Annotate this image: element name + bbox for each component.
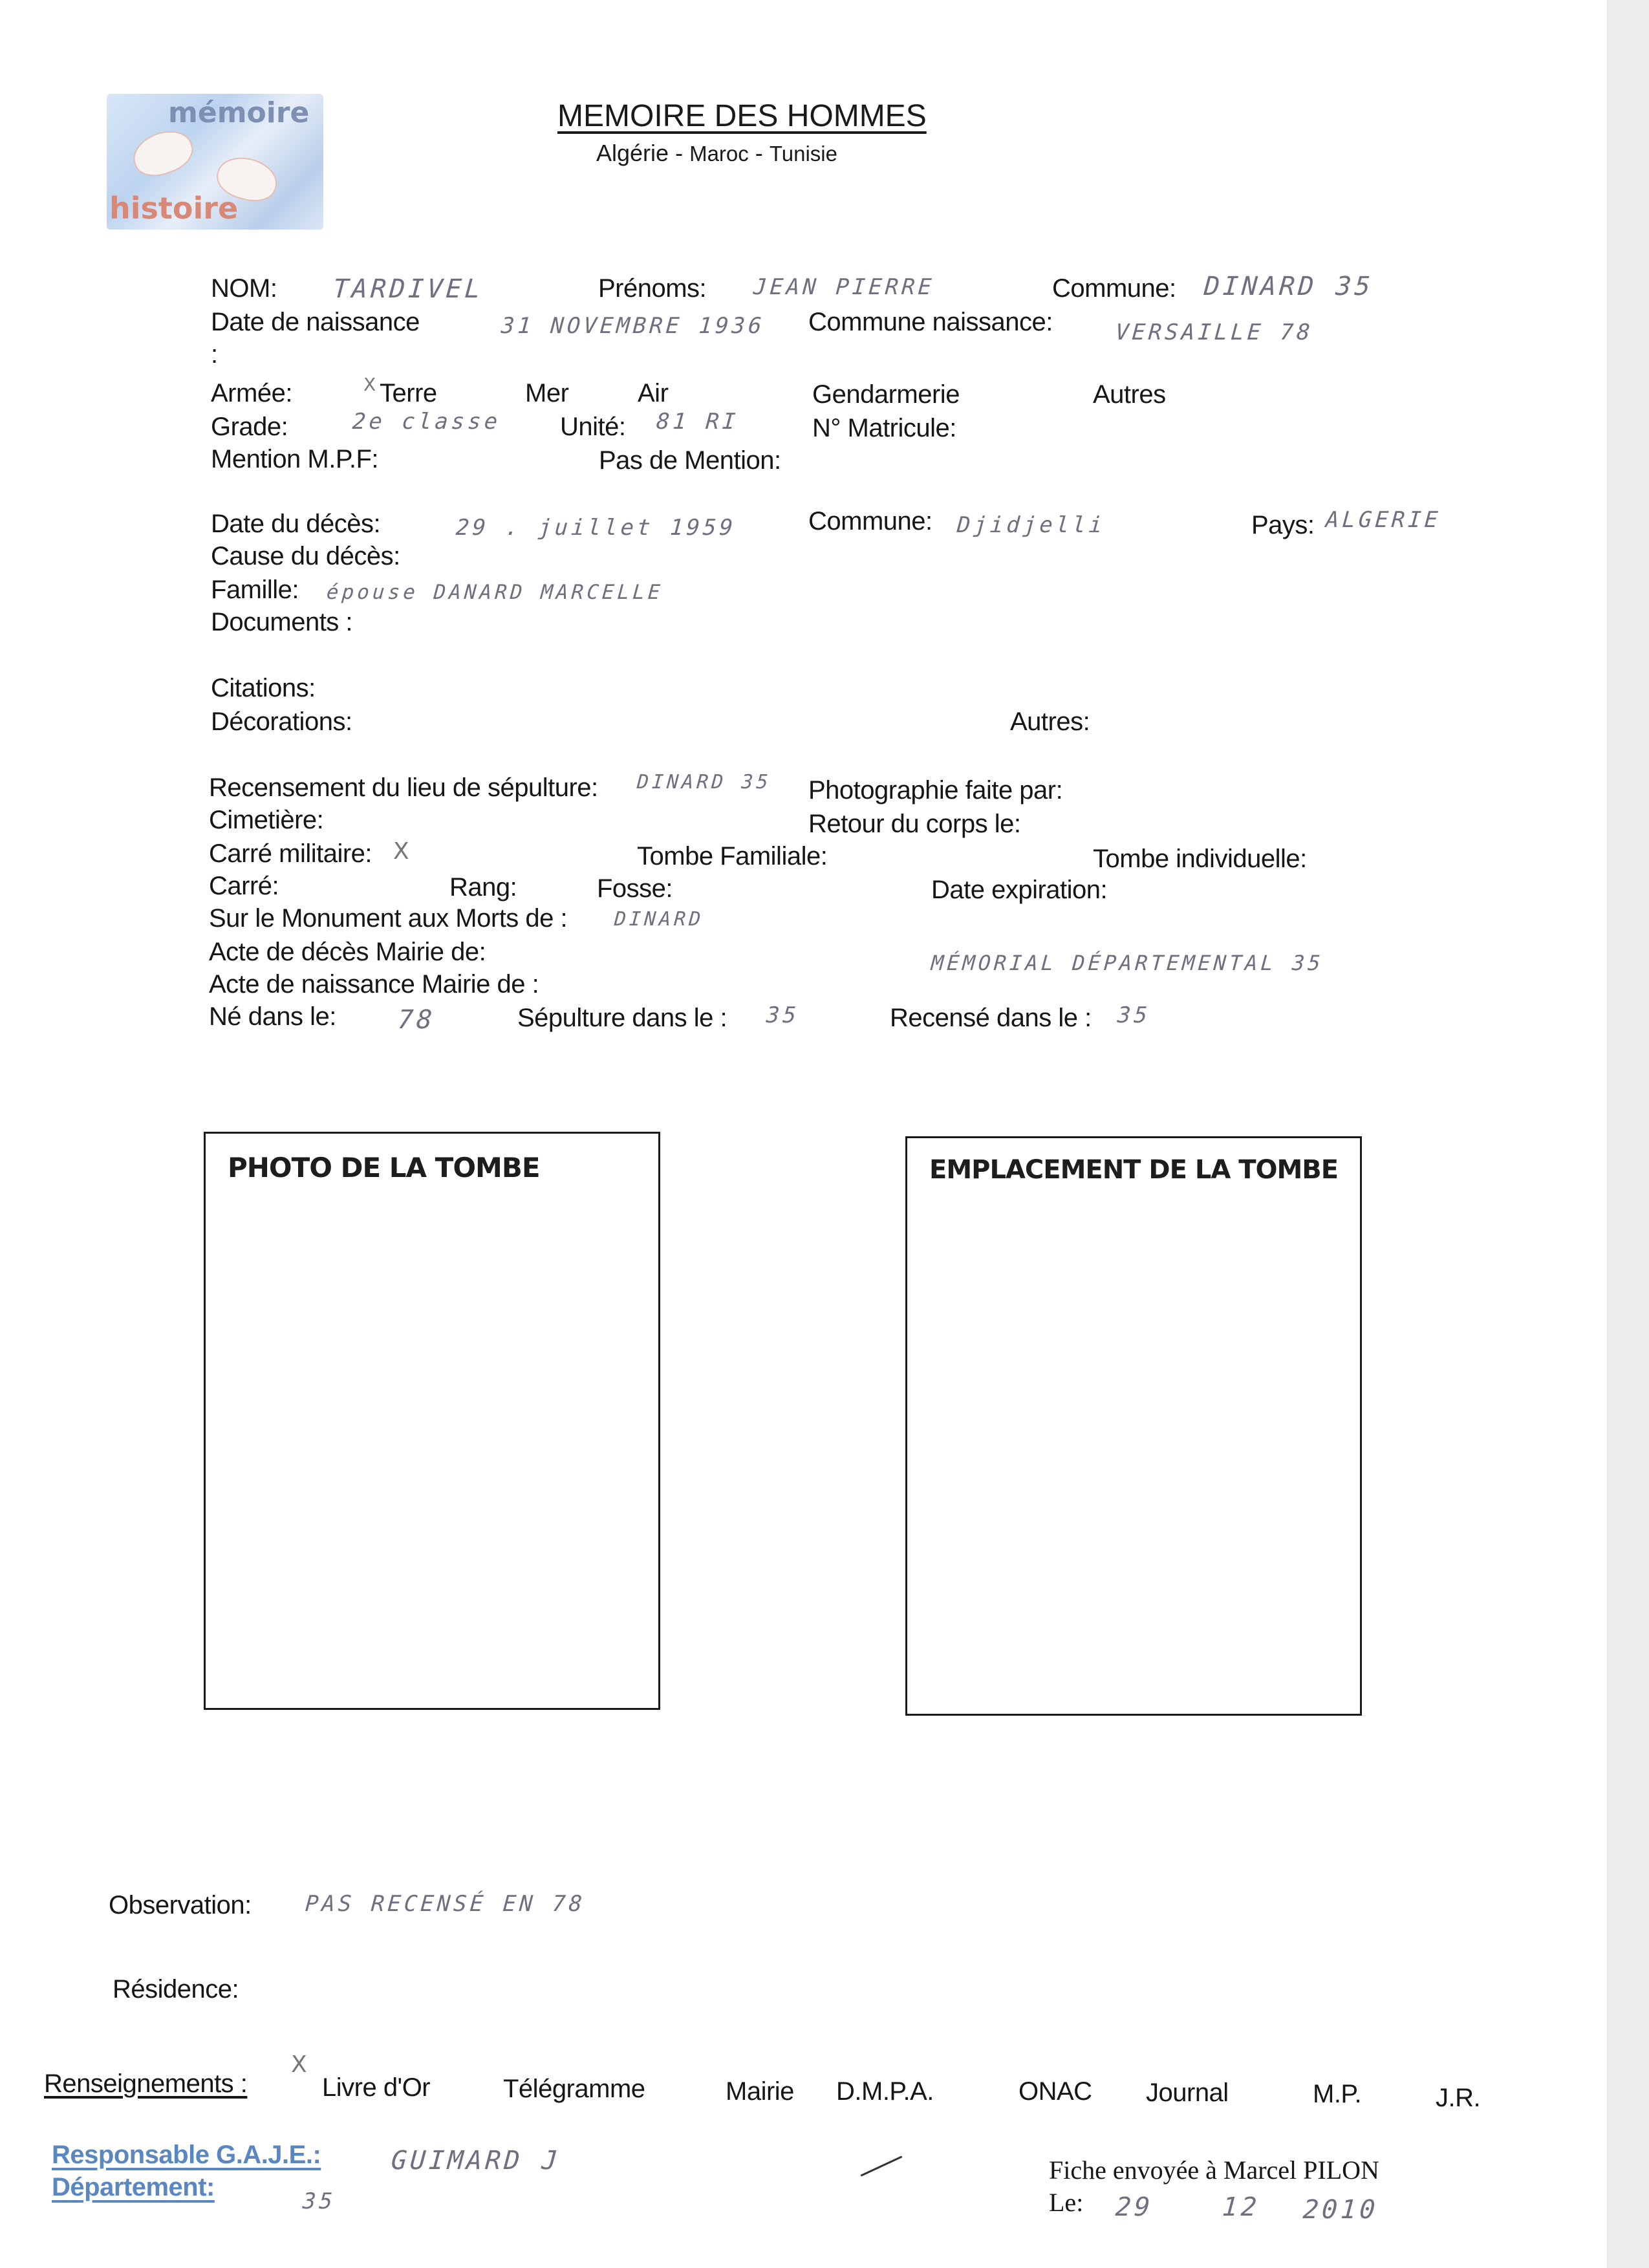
date-envoi-day[interactable]: 29 (1114, 2192, 1154, 2222)
carre-militaire-label: Carré militaire: (209, 839, 372, 868)
source-dmpa[interactable]: D.M.P.A. (836, 2077, 934, 2106)
famille-label: Famille: (211, 576, 299, 604)
source-livre-dor[interactable]: Livre d'Or (322, 2073, 431, 2102)
date-envoi-label: Le: (1049, 2188, 1084, 2217)
logo-bottom-text: histoire (109, 191, 239, 226)
date-deces-label: Date du décès: (211, 510, 381, 538)
pas-de-mention-label: Pas de Mention: (599, 446, 781, 475)
retour-corps-label: Retour du corps le: (808, 810, 1021, 838)
grade-value[interactable]: 2e classe (351, 409, 502, 435)
ne-dans-value[interactable]: 78 (396, 1005, 436, 1035)
armee-option-gendarmerie[interactable]: Gendarmerie (812, 380, 960, 409)
nom-label: NOM: (211, 274, 277, 303)
date-envoi-month[interactable]: 12 (1221, 2192, 1261, 2222)
grade-label: Grade: (211, 413, 288, 441)
cimetiere-label: Cimetière: (209, 806, 324, 834)
observation-label: Observation: (109, 1891, 252, 1919)
source-journal[interactable]: Journal (1146, 2079, 1229, 2107)
date-deces-value[interactable]: 29 . juillet 1959 (455, 515, 737, 541)
subtitle-tunisie: Tunisie (769, 142, 837, 166)
date-envoi-year[interactable]: 2010 (1302, 2195, 1379, 2225)
source-mp[interactable]: M.P. (1313, 2080, 1362, 2108)
commune-naissance-label: Commune naissance: (808, 308, 1053, 336)
photo-tombe-title: PHOTO DE LA TOMBE (228, 1152, 540, 1183)
subtitle-maroc: Maroc (689, 142, 749, 166)
departement-value[interactable]: 35 (301, 2188, 337, 2214)
carre-label: Carré: (209, 872, 279, 900)
observation-value[interactable]: PAS RECENSÉ EN 78 (304, 1891, 587, 1917)
acte-naissance-label: Acte de naissance Mairie de : (209, 970, 539, 999)
acte-deces-label: Acte de décès Mairie de: (209, 938, 486, 966)
documents-label: Documents : (211, 608, 353, 636)
matricule-label: N° Matricule: (812, 414, 956, 442)
recense-dans-value[interactable]: 35 (1116, 1002, 1152, 1028)
subtitle-algerie: Algérie (596, 140, 669, 166)
residence-label: Résidence: (113, 1975, 239, 2003)
famille-value[interactable]: épouse DANARD MARCELLE (325, 581, 664, 604)
recensement-label: Recensement du lieu de sépulture: (209, 773, 598, 802)
subtitle-sep: - (755, 140, 763, 166)
honours-autres-label: Autres: (1010, 707, 1090, 736)
departement-label: Département: (52, 2173, 215, 2201)
memoire-histoire-logo (107, 94, 323, 230)
commune-value[interactable]: DINARD 35 (1203, 272, 1375, 301)
photo-tombe-box[interactable] (204, 1132, 660, 1710)
decorations-label: Décorations: (211, 707, 352, 736)
scan-edge-strip (1607, 0, 1649, 2268)
unite-label: Unité: (560, 413, 626, 441)
rang-label: Rang: (449, 873, 517, 902)
sepulture-dans-value[interactable]: 35 (765, 1002, 801, 1028)
death-commune-value[interactable]: Djidjelli (956, 512, 1106, 538)
pays-label: Pays: (1251, 511, 1315, 539)
monument-value[interactable]: DINARD (613, 908, 705, 931)
renseignements-label: Renseignements : (44, 2069, 248, 2098)
subtitle-sep: - (675, 140, 684, 166)
armee-option-air[interactable]: Air (638, 379, 669, 407)
date-expiration-label: Date expiration: (931, 876, 1108, 904)
prenoms-value[interactable]: JEAN PIERRE (752, 274, 936, 300)
nom-value[interactable]: TARDIVEL (332, 274, 485, 304)
commune-label: Commune: (1052, 274, 1176, 303)
armee-option-mer[interactable]: Mer (525, 379, 569, 407)
dove-icon (127, 124, 199, 183)
pays-value[interactable]: ALGERIE (1324, 507, 1442, 533)
recensement-value[interactable]: DINARD 35 (636, 771, 772, 794)
acte-deces-value[interactable]: MÉMORIAL DÉPARTEMENTAL 35 (930, 951, 1324, 975)
page-title: MEMOIRE DES HOMMES (557, 99, 927, 133)
armee-option-terre[interactable]: Terre (380, 379, 437, 407)
date-naissance-value[interactable]: 31 NOVEMBRE 1936 (500, 313, 766, 339)
photographie-label: Photographie faite par: (808, 776, 1063, 805)
carre-militaire-check-mark[interactable]: X (393, 838, 409, 865)
fosse-label: Fosse: (597, 874, 673, 903)
prenoms-label: Prénoms: (598, 274, 707, 303)
citations-label: Citations: (211, 674, 316, 702)
unite-value[interactable]: 81 RI (655, 409, 740, 435)
tombe-familiale-label: Tombe Familiale: (637, 842, 828, 870)
ne-dans-label: Né dans le: (209, 1002, 336, 1031)
armee-option-autres[interactable]: Autres (1093, 380, 1166, 409)
emplacement-tombe-box[interactable] (905, 1136, 1362, 1716)
handwritten-dash (861, 2155, 903, 2176)
sepulture-dans-label: Sépulture dans le : (517, 1004, 727, 1032)
livre-dor-check-mark: X (291, 2051, 307, 2078)
logo-top-text: mémoire (168, 96, 310, 129)
source-onac[interactable]: ONAC (1018, 2077, 1092, 2106)
armee-terre-check-mark: X (363, 374, 376, 395)
responsable-gaje-value[interactable]: GUIMARD J (390, 2146, 562, 2176)
page-subtitle (596, 140, 837, 167)
source-telegramme[interactable]: Télégramme (503, 2075, 645, 2103)
source-mairie[interactable]: Mairie (726, 2077, 794, 2106)
emplacement-tombe-title: EMPLACEMENT DE LA TOMBE (929, 1155, 1339, 1185)
tombe-individuelle-label: Tombe individuelle: (1093, 845, 1307, 873)
monument-label: Sur le Monument aux Morts de : (209, 904, 568, 933)
recense-dans-label: Recensé dans le : (890, 1004, 1092, 1032)
date-naissance-label: Date de naissance (211, 308, 420, 336)
cause-deces-label: Cause du décès: (211, 542, 400, 570)
death-commune-label: Commune: (808, 507, 932, 535)
date-naissance-colon: : (211, 340, 218, 369)
fiche-envoyee-text: Fiche envoyée à Marcel PILON (1049, 2155, 1379, 2185)
commune-naissance-value[interactable]: VERSAILLE 78 (1114, 319, 1315, 345)
responsable-gaje-label: Responsable G.A.J.E.: (52, 2141, 321, 2169)
armee-label: Armée: (211, 379, 292, 407)
source-jr[interactable]: J.R. (1436, 2084, 1481, 2112)
mention-mpf-label: Mention M.P.F: (211, 445, 379, 473)
